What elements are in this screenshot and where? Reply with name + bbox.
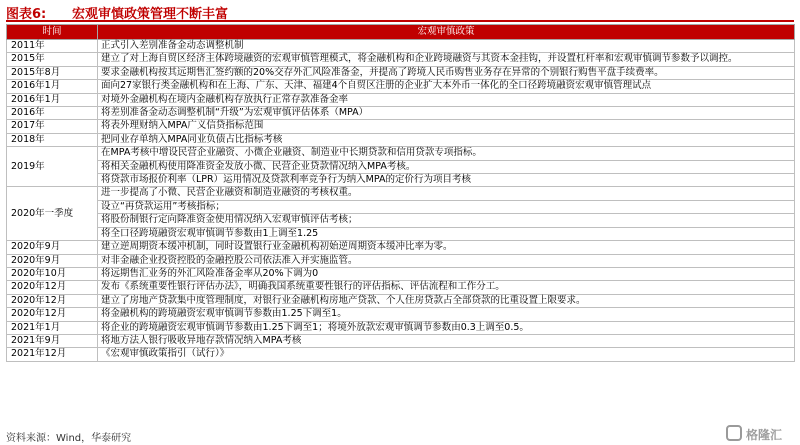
source-note: 资料来源：Wind，华泰研究 bbox=[6, 433, 132, 444]
row-time: 2018年 bbox=[7, 133, 98, 146]
row-content: 对非金融企业投资控股的金融控股公司依法准入并实施监管。 bbox=[98, 254, 795, 267]
figure-title: 宏观审慎政策管理不断丰富 bbox=[72, 7, 229, 22]
row-content: 将差别准备金动态调整机制“升级”为宏观审慎评估体系（MPA） bbox=[98, 107, 795, 120]
row-time: 2011年 bbox=[7, 40, 98, 53]
row-content: 把同业存单纳入MPA同业负债占比指标考核 bbox=[98, 133, 795, 146]
table-row bbox=[7, 187, 795, 200]
table-row bbox=[7, 66, 795, 79]
row-content: 《宏观审慎政策指引（试行）》 bbox=[98, 348, 795, 361]
row-time: 2020年9月 bbox=[7, 254, 98, 267]
table-body bbox=[7, 40, 795, 362]
table-row bbox=[7, 294, 795, 307]
policy-table bbox=[6, 24, 795, 362]
row-time: 2020年12月 bbox=[7, 294, 98, 307]
row-time: 2021年12月 bbox=[7, 348, 98, 361]
gelonghui-logo-icon bbox=[726, 425, 742, 441]
table-row bbox=[7, 40, 795, 53]
row-time: 2015年8月 bbox=[7, 66, 98, 79]
row-content: 建立了房地产贷款集中度管理制度，对银行业金融机构房地产贷款、个人住房贷款占全部贷款的比重设置上限要求。 bbox=[98, 294, 795, 307]
row-content: 进一步提高了小微、民营企业融资和制造业融资的考核权重。 bbox=[98, 187, 795, 200]
row-content: 发布《系统重要性银行评估办法》，明确我国系统重要性银行的评估指标、评估流程和工作分工。 bbox=[98, 281, 795, 294]
row-content: 建立逆周期资本缓冲机制，同时设置银行业金融机构初始逆周期资本缓冲比率为零。 bbox=[98, 241, 795, 254]
table-row bbox=[7, 308, 795, 321]
row-time: 2020年12月 bbox=[7, 308, 98, 321]
row-content: 将股份制银行定向降准资金使用情况纳入宏观审慎评估考核； bbox=[98, 214, 795, 227]
table-row bbox=[7, 348, 795, 361]
row-time: 2016年1月 bbox=[7, 80, 98, 93]
table-row bbox=[7, 93, 795, 106]
row-content: 将全口径跨境融资宏观审慎调节参数由1上调至1.25 bbox=[98, 227, 795, 240]
row-content: 面向27家银行类金融机构和在上海、广东、天津、福建4个自贸区注册的企业扩大本外币一体化的全口径跨境融资宏观审慎管理试点 bbox=[98, 80, 795, 93]
table-row bbox=[7, 214, 795, 227]
row-content: 正式引入差别准备金动态调整机制 bbox=[98, 40, 795, 53]
row-time: 2021年1月 bbox=[7, 321, 98, 334]
row-time: 2020年9月 bbox=[7, 241, 98, 254]
row-content: 在MPA考核中增设民营企业融资、小微企业融资、制造业中长期贷款和信用贷款专项指标。 bbox=[98, 147, 795, 160]
table-row bbox=[7, 254, 795, 267]
table-row bbox=[7, 227, 795, 240]
table-row bbox=[7, 53, 795, 66]
table-row bbox=[7, 267, 795, 280]
row-content: 对境外金融机构在境内金融机构存放执行正常存款准备金率 bbox=[98, 93, 795, 106]
table-row bbox=[7, 334, 795, 347]
table-row bbox=[7, 200, 795, 213]
header-time: 时间 bbox=[7, 25, 98, 40]
figure-label: 图表6: bbox=[6, 7, 47, 22]
row-content: 将金融机构的跨境融资宏观审慎调节参数由1.25下调至1。 bbox=[98, 308, 795, 321]
row-content: 将表外理财纳入MPA广义信贷指标范围 bbox=[98, 120, 795, 133]
figure-title-bar bbox=[6, 2, 794, 22]
row-content: 将相关金融机构使用降准资金发放小微、民营企业贷款情况纳入MPA考核。 bbox=[98, 160, 795, 173]
row-time: 2016年1月 bbox=[7, 93, 98, 106]
watermark bbox=[726, 424, 798, 444]
row-time: 2020年12月 bbox=[7, 281, 98, 294]
row-content: 要求金融机构按其远期售汇签约额的20%交存外汇风险准备金，并提高了跨境人民币购售业务存在异常的个别银行购售平盘手续费率。 bbox=[98, 66, 795, 79]
table-row bbox=[7, 321, 795, 334]
row-content: 建立了对上海自贸区经济主体跨境融资的宏观审慎管理模式，将金融机构和企业跨境融资与其资本金挂钩，并设置杠杆率和宏观审慎调节参数予以调控。 bbox=[98, 53, 795, 66]
table-row bbox=[7, 120, 795, 133]
table-row bbox=[7, 241, 795, 254]
table-row bbox=[7, 80, 795, 93]
row-time: 2015年 bbox=[7, 53, 98, 66]
row-content: 设立“再贷款运用”考核指标； bbox=[98, 200, 795, 213]
table-row bbox=[7, 147, 795, 160]
table-header-row bbox=[7, 25, 795, 40]
row-content: 将贷款市场报价利率（LPR）运用情况及贷款利率竞争行为纳入MPA的定价行为项目考核 bbox=[98, 174, 795, 187]
row-content: 将企业的跨境融资宏观审慎调节参数由1.25下调至1；将境外放款宏观审慎调节参数由0.3上调至0.5。 bbox=[98, 321, 795, 334]
row-time: 2019年 bbox=[7, 147, 98, 187]
row-content: 将地方法人银行吸收异地存款情况纳入MPA考核 bbox=[98, 334, 795, 347]
row-time: 2016年 bbox=[7, 107, 98, 120]
table-row bbox=[7, 174, 795, 187]
table-row bbox=[7, 160, 795, 173]
row-time: 2021年9月 bbox=[7, 334, 98, 347]
row-content: 将远期售汇业务的外汇风险准备金率从20%下调为0 bbox=[98, 267, 795, 280]
row-time: 2017年 bbox=[7, 120, 98, 133]
row-time: 2020年10月 bbox=[7, 267, 98, 280]
table-row bbox=[7, 133, 795, 146]
watermark-text: 格隆汇 bbox=[746, 428, 783, 442]
table-row bbox=[7, 107, 795, 120]
table-row bbox=[7, 281, 795, 294]
row-time: 2020年一季度 bbox=[7, 187, 98, 241]
header-content: 宏观审慎政策 bbox=[98, 25, 795, 40]
